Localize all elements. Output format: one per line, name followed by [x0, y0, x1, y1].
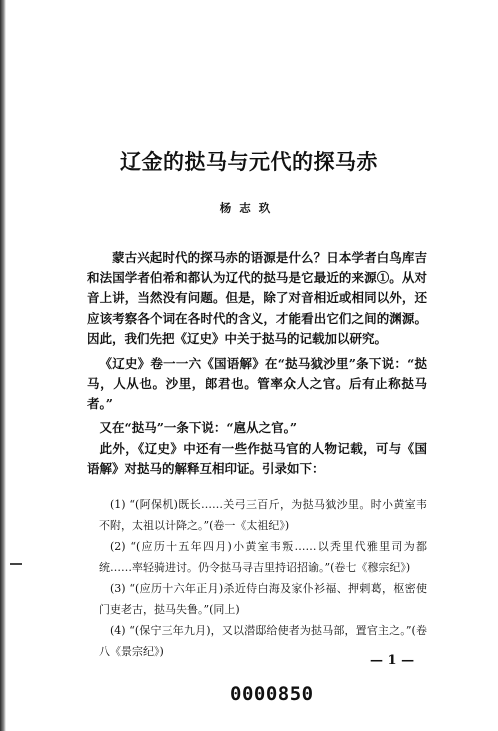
body-paragraph: 此外，《辽史》中还有一些作挞马官的人物记载，可与《国语解》对挞马的解释互相印证。引录如下：	[87, 441, 427, 477]
quote-item: (2) “(应历十五年四月)小黄室韦叛……以秃里代雅里司为都统……率轻骑进讨。仍令挞马寻吉里持诏招谕。”(卷七《穆宗纪》)	[99, 540, 427, 574]
quote-item: (3) “(应历十六年正月)杀近侍白海及家仆衫福、押剌葛，枢密使门吏老古，挞马失鲁。”(同上)	[99, 582, 427, 616]
quote-item: (1) “(阿保机)既长……关弓三百斤，为挞马狘沙里。时小黄室韦不附，太祖以计降之。”(卷一《太祖纪》)	[99, 498, 427, 532]
page-number: — 1 —	[370, 653, 415, 668]
body-paragraph: 《辽史》卷一一六《国语解》在“挞马狘沙里”条下说：“挞马，人从也。沙里，郎君也。管率众人之官。后有止称挞马者。”	[87, 356, 427, 412]
body-paragraph: 蒙古兴起时代的探马赤的语源是什么？日本学者白鸟库吉和法国学者伯希和都认为辽代的挞马是它最近的来源①。从对音上讲，当然没有问题。但是，除了对音相近或相同以外，还应该考察各个词在各时代的含义，才能看出它们之间的渊源。因此，我们先把《辽史》中关于挞马的记载加以研究。	[87, 250, 427, 346]
serial-number: 0000850	[230, 683, 314, 705]
body-paragraph: 又在“挞马”一条下说：“扈从之官。”	[99, 420, 298, 435]
margin-mark	[10, 563, 22, 565]
author-name: 杨志玖	[219, 201, 279, 215]
article-title: 辽金的挞马与元代的探马赤	[120, 149, 378, 174]
quote-item: (4) “(保宁三年九月)，又以潜邸给使者为挞马部，置官主之。”(卷八《景宗纪》)	[99, 624, 427, 658]
scan-page-edge	[0, 0, 6, 731]
